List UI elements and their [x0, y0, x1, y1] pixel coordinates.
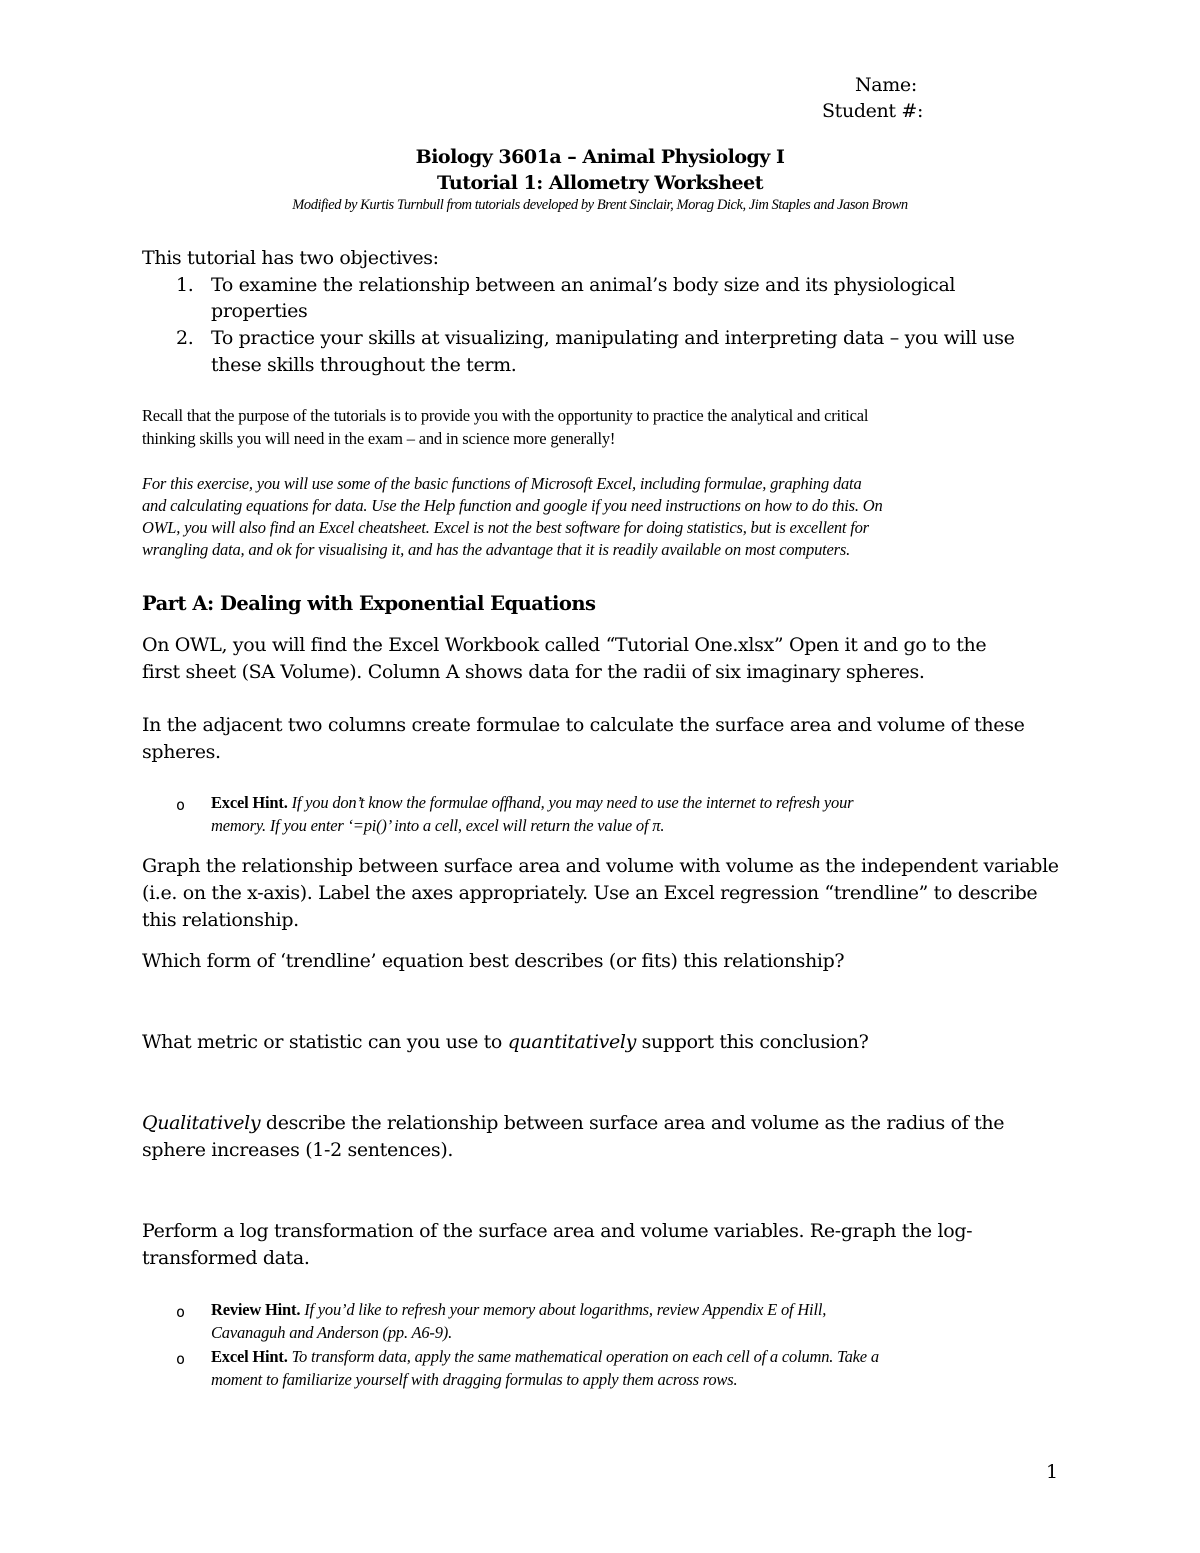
objective-text-cont: these skills throughout the term. — [211, 354, 517, 376]
question-text — [142, 1112, 1004, 1134]
exercise-note-cont: and calculating equations for data. Use the Help function and google if you need instructions on how to do this. On — [142, 496, 883, 515]
hint-text-cont: moment to familiarize yourself with dragging formulas to apply them across rows. — [211, 1370, 738, 1389]
objective-text: To practice your skills at visualizing, manipulating and interpreting data – you will use — [211, 327, 1015, 349]
part-a-heading: Part A: Dealing with Exponential Equations — [142, 592, 596, 615]
review-hint — [211, 1300, 826, 1320]
hint-text-cont: memory. If you enter ‘=pi()’ into a cell, excel will return the value of π. — [211, 816, 665, 835]
objective-number: 1. — [176, 274, 194, 296]
tutorial-title: Tutorial 1: Allometry Worksheet — [437, 172, 763, 194]
hint-text: To transform data, apply the same mathematical operation on each cell of a column. Take a — [287, 1347, 879, 1366]
paragraph-text: first sheet (SA Volume). Column A shows data for the radii of six imaginary spheres. — [142, 661, 925, 683]
emphasis: quantitatively — [507, 1031, 636, 1053]
hint-text-cont: Cavanaguh and Anderson (pp. A6-9). — [211, 1323, 452, 1342]
question-text-part: describe the relationship between surface area and volume as the radius of the — [260, 1112, 1005, 1134]
question-text-part: What metric or statistic can you use to — [142, 1031, 508, 1053]
objective-text: To examine the relationship between an animal’s body size and its physiological — [211, 274, 956, 296]
page-number: 1 — [1046, 1461, 1058, 1483]
question-text: Which form of ‘trendline’ equation best describes (or fits) this relationship? — [142, 950, 845, 972]
objective-text-cont: properties — [211, 300, 308, 322]
paragraph-text: In the adjacent two columns create formulae to calculate the surface area and volume of these — [142, 714, 1025, 736]
paragraph-text: spheres. — [142, 741, 221, 763]
question-text — [142, 1031, 868, 1053]
hint-text: If you’d like to refresh your memory about logarithms, review Appendix E of Hill, — [300, 1300, 827, 1319]
hint-label: Review Hint. — [211, 1300, 301, 1319]
hint-text: If you don’t know the formulae offhand, you may need to use the internet to refresh your — [287, 793, 854, 812]
question-text-cont: sphere increases (1-2 sentences). — [142, 1139, 454, 1161]
excel-hint — [211, 793, 853, 813]
exercise-note-cont: OWL, you will also find an Excel cheatsheet. Excel is not the best software for doing statistics, but is excellent for — [142, 518, 869, 537]
paragraph-text: transformed data. — [142, 1247, 310, 1269]
objective-number: 2. — [176, 327, 194, 349]
course-title: Biology 3601a – Animal Physiology I — [415, 146, 785, 168]
bullet-icon: o — [176, 796, 186, 814]
paragraph-text: Perform a log transformation of the surface area and volume variables. Re-graph the log- — [142, 1220, 973, 1242]
emphasis: Qualitatively — [142, 1112, 261, 1134]
intro-lead: This tutorial has two objectives: — [142, 247, 439, 269]
question-text-part: support this conclusion? — [635, 1031, 869, 1053]
paragraph-text: On OWL, you will find the Excel Workbook called “Tutorial One.xlsx” Open it and go to the — [142, 634, 987, 656]
student-number-label: Student #: — [822, 100, 924, 122]
bullet-icon: o — [176, 1303, 186, 1321]
exercise-note: For this exercise, you will use some of the basic functions of Microsoft Excel, including formulae, graphing data — [142, 474, 862, 493]
paragraph-text: Graph the relationship between surface area and volume with volume as the independent variable — [142, 855, 1059, 877]
name-label: Name: — [855, 74, 917, 96]
exercise-note-cont: wrangling data, and ok for visualising it, and has the advantage that it is readily available on most computers. — [142, 540, 850, 559]
recall-text-cont: thinking skills you will need in the exam – and in science more generally! — [142, 429, 616, 448]
recall-text: Recall that the purpose of the tutorials is to provide you with the opportunity to practice the analytical and critical — [142, 406, 869, 425]
paragraph-text: (i.e. on the x-axis). Label the axes appropriately. Use an Excel regression “trendline” to describe — [142, 882, 1038, 904]
credit-line: Modified by Kurtis Turnbull from tutorials developed by Brent Sinclair, Morag Dick, Jim Staples and Jason Brown — [292, 197, 908, 213]
hint-label: Excel Hint. — [211, 1347, 288, 1366]
paragraph-text: this relationship. — [142, 909, 299, 931]
hint-label: Excel Hint. — [211, 793, 288, 812]
bullet-icon: o — [176, 1350, 186, 1368]
excel-hint — [211, 1347, 879, 1367]
